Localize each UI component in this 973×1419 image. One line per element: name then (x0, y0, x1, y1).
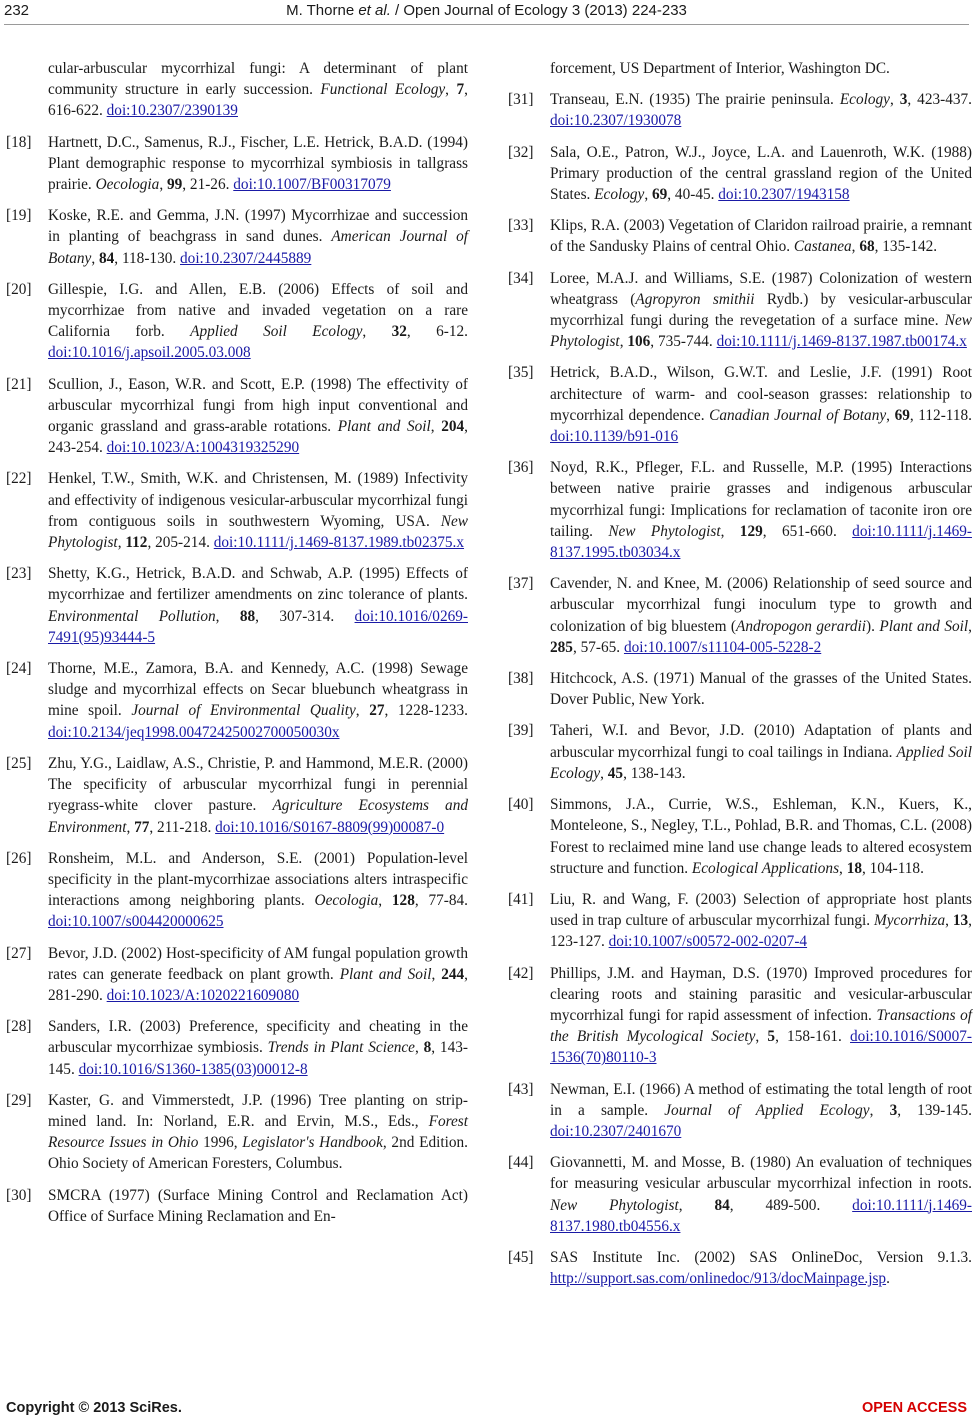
reference-authors-title: forcement, US Department of Interior, Washington DC. (550, 60, 890, 77)
reference-number: [34] (508, 269, 534, 287)
reference-authors-title: Hartnett, D.C., Samenus, R.J., Fischer, L.E. Hetrick, B.A.D. (1994) Plant demographic response to mycorrhizal symbiosis in tallgrass prairie. (48, 133, 468, 194)
reference-entry (508, 1079, 972, 1143)
reference-number: [40] (508, 796, 534, 814)
reference-volume: 88 (239, 607, 256, 625)
reference-entry (508, 362, 972, 447)
reference-doi-link[interactable]: doi:10.1111/j.1469-8137.1995.tb03034.x (550, 522, 972, 562)
reference-volume: 99 (166, 176, 183, 194)
reference-authors-title: Gillespie, I.G. and Allen, E.B. (2006) Effects of soil and mycorrhizae from native and invaded vegetation on a rare California forb. (48, 280, 468, 341)
reference-volume: 68 (859, 238, 875, 256)
reference-entry (6, 1185, 468, 1227)
reference-journal: Forest Resource Issues in Ohio (48, 1112, 468, 1152)
reference-entry (6, 1090, 468, 1175)
reference-journal: New Phytologist (608, 522, 721, 540)
reference-separator: , (945, 912, 953, 930)
reference-number: [45] (508, 1248, 534, 1266)
reference-separator: , (886, 406, 895, 424)
reference-number: [26] (6, 849, 32, 867)
reference-entry (508, 215, 972, 257)
reference-number: [27] (6, 944, 32, 962)
reference-entry (508, 889, 972, 953)
reference-authors-title: SMCRA (1977) (Surface Mining Control and Reclamation Act) Office of Surface Mining Reclamation and En- (48, 1186, 468, 1225)
reference-tail: . (886, 1270, 890, 1288)
reference-doi-link[interactable]: doi:10.1007/s11104-005-5228-2 (623, 638, 822, 656)
reference-pages: , 616-622. (48, 81, 468, 120)
reference-separator: , (215, 607, 240, 625)
reference-journal: Applied Soil Ecology (190, 323, 363, 341)
reference-separator: , (851, 238, 860, 256)
reference-journal: Ecology (594, 186, 645, 204)
reference-entry (508, 963, 972, 1069)
footer-open-access: OPEN ACCESS (861, 1400, 967, 1416)
reference-entry (6, 1016, 468, 1080)
reference-entry (508, 268, 972, 353)
reference-number: [23] (6, 565, 32, 583)
running-head-et-al: et al. (358, 2, 391, 19)
reference-authors-title: Shetty, K.G., Hetrick, B.A.D. and Schwab, A.P. (1995) Effects of mycorrhizae and fertilizer amendments on zinc tolerance of plants. (48, 565, 468, 604)
reference-entry (508, 668, 972, 710)
reference-pages: , 57-65. (572, 638, 624, 656)
reference-journal: Ecological Applications (691, 859, 840, 877)
reference-pages: , 40-45. (667, 186, 719, 204)
reference-journal-secondary: New Phytologist (550, 312, 972, 351)
reference-volume: 27 (369, 702, 385, 720)
reference-separator: Rydb.) by vesicular-arbuscular mycorrhizal fungi during the revegetation of a surface mine. (550, 290, 972, 330)
reference-number: [43] (508, 1080, 534, 1098)
reference-authors-title: Giovannetti, M. and Mosse, B. (1980) An evaluation of techniques for measuring vesicular arbuscular mycorrhizal infection in roots. (550, 1154, 972, 1193)
reference-journal: New Phytologist (48, 512, 468, 552)
reference-number: [21] (6, 375, 32, 393)
reference-column-right (508, 58, 972, 1299)
reference-separator: , (414, 1039, 424, 1057)
reference-authors-title: Zhu, Y.G., Laidlaw, A.S., Christie, P. and Hammond, M.E.R. (2000) The specificity of arbuscular mycorrhizal fungi in perennial ryegrass-white clover pasture. (48, 754, 468, 815)
reference-authors-title: Sanders, I.R. (2003) Preference, specificity and cheating in the arbuscular mycorrhizae symbiosis. (48, 1018, 468, 1057)
reference-authors-title: Scullion, J., Eason, W.R. and Scott, E.P. (1998) The effectivity of arbuscular mycorrhizal fungi from high input conventional and organic grassland and grass-arable rotations. (48, 375, 468, 436)
reference-number: [33] (508, 217, 534, 235)
reference-journal: New Phytologist (550, 1196, 679, 1214)
reference-volume: 3 (899, 91, 908, 109)
reference-separator: , (431, 965, 442, 983)
reference-entry (6, 563, 468, 648)
reference-separator: , (430, 418, 442, 436)
reference-doi-link[interactable]: doi:10.1111/j.1469-8137.1987.tb00174.x (716, 333, 967, 351)
reference-entry (6, 132, 468, 196)
footer-copyright: Copyright © 2013 SciRes. (6, 1400, 182, 1416)
reference-authors-title: Cavender, N. and Knee, M. (2006) Relationship of seed source and arbuscular mycorrhizal fungi inoculum type to growth and colonization of big bluestem ( (550, 575, 972, 635)
reference-volume: 84 (714, 1196, 730, 1214)
reference-separator: , (117, 534, 126, 552)
reference-doi-link[interactable]: doi:10.2307/2401670 (550, 1122, 682, 1140)
reference-authors-title: Bevor, J.D. (2002) Host-specificity of AM fungal population growth rates can generate feedback on plant growth. (48, 944, 468, 983)
reference-journal-secondary: Legislator's Handbook (242, 1134, 383, 1152)
reference-number: [37] (508, 575, 534, 593)
reference-number: [18] (6, 133, 32, 151)
reference-journal: Functional Ecology (320, 81, 446, 99)
reference-pages: , 211-218. (149, 818, 216, 836)
reference-number: [29] (6, 1091, 32, 1109)
reference-authors-title: Transeau, E.N. (1935) The prairie peninsula. (550, 91, 840, 109)
reference-separator: , (159, 176, 167, 194)
reference-pages: , 139-145. (897, 1101, 972, 1119)
reference-volume: 285 (550, 638, 573, 656)
reference-number: [38] (508, 670, 534, 688)
reference-journal: Applied Soil Ecology (550, 743, 973, 782)
reference-entry (6, 658, 468, 743)
running-head-authors: M. Thorne (286, 2, 359, 19)
reference-volume: 13 (952, 912, 969, 930)
reference-number: [39] (508, 722, 534, 740)
reference-separator: , (889, 91, 900, 109)
reference-pages: , 123-127. (550, 912, 972, 951)
reference-pages: , 6-12. (406, 323, 468, 341)
reference-number: [20] (6, 280, 32, 298)
reference-separator: , (362, 323, 392, 341)
reference-journal: Environmental Pollution (48, 607, 216, 625)
reference-number: [25] (6, 754, 32, 772)
reference-pages: , 21-26. (182, 176, 234, 194)
reference-authors-title: Kaster, G. and Vimmerstedt, J.P. (1996) Tree planting on strip-mined land. In: Norland, E.R. and Ervin, M.S., Eds., (48, 1091, 468, 1130)
reference-pages: , 158-161. (775, 1028, 851, 1046)
reference-entry (508, 720, 972, 784)
reference-journal-secondary: Plant and Soil (879, 617, 969, 635)
reference-journal: Trends in Plant Science (267, 1039, 415, 1057)
reference-pages: , 281-290. (48, 965, 468, 1004)
reference-doi-link[interactable]: doi:10.1016/S0167-8809(99)00087-0 (215, 818, 445, 836)
reference-entry (6, 468, 468, 553)
reference-number: [30] (6, 1186, 32, 1204)
reference-entry (508, 1247, 972, 1289)
reference-volume: 8 (423, 1039, 432, 1057)
reference-doi-link[interactable]: doi:10.1007/BF00317079 (233, 176, 391, 194)
reference-number: [24] (6, 660, 32, 678)
reference-number: [41] (508, 890, 534, 908)
reference-entry (508, 794, 972, 879)
reference-authors-title: Ronsheim, M.L. and Anderson, S.E. (2001) Population-level specificity in the plant-mycorrhizae associations alters intraspecific interactions among neighboring plants. (48, 849, 468, 910)
reference-entry (6, 374, 468, 459)
reference-journal: Andropogon gerardii (736, 617, 866, 635)
header-rule (4, 24, 969, 25)
reference-pages: , 118-130. (114, 249, 181, 267)
reference-doi-link[interactable]: doi:10.1111/j.1469-8137.1980.tb04556.x (550, 1196, 972, 1235)
reference-doi-link[interactable]: doi:10.1016/S1360-1385(03)00012-8 (78, 1060, 308, 1078)
reference-authors-title: Sala, O.E., Patron, W.J., Joyce, L.A. and Lauenroth, W.K. (1988) Primary production of the central grassland region of the United States. (550, 143, 972, 204)
reference-number: [42] (508, 964, 534, 982)
reference-entry (508, 1152, 972, 1237)
reference-number: [36] (508, 459, 534, 477)
reference-pages: , 112-118. (909, 406, 972, 424)
reference-volume: 3 (889, 1101, 898, 1119)
reference-journal: Oecologia (314, 892, 379, 910)
reference-journal: Transactions of the British Mycological Society (550, 1006, 973, 1046)
reference-doi-link[interactable]: doi:10.1007/s00572-002-0207-4 (608, 933, 808, 951)
reference-doi-link[interactable]: doi:10.2307/2390139 (106, 102, 238, 120)
reference-pages: , 243-254. (48, 418, 468, 457)
reference-journal: Agropyron smithii (635, 290, 755, 308)
reference-journal: Mycorrhiza (874, 912, 946, 930)
reference-separator: , (869, 1101, 890, 1119)
reference-pages: , 143-145. (48, 1039, 468, 1078)
reference-doi-link[interactable]: doi:10.2307/1930078 (550, 112, 682, 130)
running-head (0, 2, 973, 19)
reference-journal: Journal of Environmental Quality (131, 702, 356, 720)
reference-pages: , 205-214. (147, 534, 214, 552)
reference-journal: Oecologia (95, 176, 160, 194)
reference-entry (508, 142, 972, 206)
reference-journal: Agriculture Ecosystems and Environment (48, 797, 468, 836)
reference-pages: , 77-84. (414, 892, 468, 910)
reference-entry (508, 89, 972, 131)
reference-separator: , (720, 522, 740, 540)
reference-journal: Canadian Journal of Botany (709, 406, 887, 424)
reference-separator: 1996, (198, 1134, 243, 1152)
reference-volume: 106 (627, 333, 651, 351)
reference-journal: Plant and Soil (339, 965, 432, 983)
reference-volume: 7 (456, 81, 465, 99)
reference-separator: , (619, 333, 628, 351)
reference-journal: Journal of Applied Ecology (664, 1101, 870, 1119)
reference-volume: 112 (125, 534, 148, 552)
reference-pages: , 104-118. (862, 859, 924, 877)
reference-separator: , (91, 249, 99, 267)
reference-entry (6, 205, 468, 269)
reference-volume: 128 (391, 892, 415, 910)
reference-authors-title: Newman, E.I. (1966) A method of estimating the total length of root in a sample. (550, 1080, 972, 1119)
reference-pages: , 1228-1233. (384, 702, 468, 720)
reference-entry (508, 58, 972, 79)
reference-authors-title: cular-arbuscular mycorrhizal fungi: A determinant of plant community structure in early succession. (48, 60, 468, 99)
reference-doi-link[interactable]: doi:10.1016/0269-7491(95)93444-5 (48, 607, 468, 646)
reference-volume: 244 (441, 965, 465, 983)
reference-authors-title: Simmons, J.A., Currie, W.S., Eshleman, K.N., Kuers, K., Monteleone, S., Negley, T.L., Pohlad, B.R. and Thomas, C.L. (2008) Forest to reclaimed mine land use change leads to altered ecosystem structure and function. (550, 796, 972, 877)
reference-volume: 32 (391, 323, 407, 341)
reference-volume: 69 (894, 406, 910, 424)
reference-separator: , (755, 1028, 768, 1046)
reference-volume: 69 (651, 186, 668, 204)
reference-authors-title: Koske, R.E. and Gemma, J.N. (1997) Mycorrhizae and succession in planting of beachgrass in sand dunes. (48, 207, 468, 246)
reference-pages: , 735-744. (650, 333, 717, 351)
reference-number: [44] (508, 1154, 534, 1172)
reference-number: [28] (6, 1018, 32, 1036)
reference-entry (6, 279, 468, 364)
reference-pages: , 138-143. (623, 764, 686, 782)
reference-authors-title: Phillips, J.M. and Hayman, D.S. (1970) Improved procedures for clearing roots and staining parasitic and vesicular-arbuscular mycorrhizal fungi for rapid assessment of infection. (550, 964, 972, 1024)
reference-separator: , (839, 859, 847, 877)
running-head-journal: / Open Journal of Ecology 3 (2013) 224-233 (390, 2, 687, 19)
reference-journal: American Journal of Botany (48, 228, 468, 267)
reference-entry (6, 58, 468, 122)
reference-doi-link[interactable]: http://support.sas.com/onlinedoc/913/docMainpage.jsp (550, 1270, 887, 1288)
reference-number: [19] (6, 207, 32, 225)
reference-authors-title: Liu, R. and Wang, F. (2003) Selection of appropriate host plants used in trap culture of arbuscular mycorrhizal fungi. (550, 890, 972, 930)
reference-pages: , 423-437. (907, 91, 972, 109)
reference-authors-title: SAS Institute Inc. (2002) SAS OnlineDoc, Version 9.1.3. (550, 1248, 972, 1266)
reference-number: [31] (508, 91, 534, 109)
reference-doi-link[interactable]: doi:10.1016/S0007-1536(70)80110-3 (550, 1028, 972, 1067)
reference-separator: , (600, 764, 608, 782)
reference-doi-link[interactable]: doi:10.1023/A:1004319325290 (106, 439, 300, 457)
reference-journal: Plant and Soil (337, 418, 431, 436)
reference-entry (508, 457, 972, 563)
reference-doi-link[interactable]: doi:10.2307/1943158 (718, 186, 850, 204)
reference-entry (6, 753, 468, 838)
reference-entry (6, 848, 468, 933)
reference-separator: , (644, 186, 652, 204)
reference-separator: , (126, 818, 135, 836)
reference-entry (508, 573, 972, 658)
reference-authors-title: Thorne, M.E., Zamora, B.A. and Kennedy, A.C. (1998) Sewage sludge and mycorrhizal effects on Secar bluebunch wheatgrass in mine spoil. (48, 660, 468, 720)
reference-pages: , 307-314. (255, 607, 355, 625)
reference-separator: , (445, 81, 457, 99)
reference-journal: Castanea (793, 238, 852, 256)
reference-separator: , (678, 1196, 715, 1214)
reference-doi-link[interactable]: doi:10.2307/2445889 (180, 249, 312, 267)
reference-authors-title: Klips, R.A. (2003) Vegetation of Claridon railroad prairie, a remnant of the Sandusky Plains of central Ohio. (550, 217, 972, 256)
reference-volume: 84 (99, 249, 115, 267)
reference-pages: , 651-660. (762, 522, 853, 540)
page-number: 232 (4, 2, 30, 19)
reference-number: [35] (508, 364, 534, 382)
reference-separator: , (968, 617, 972, 635)
reference-authors-title: Taheri, W.I. and Bevor, J.D. (2010) Adaptation of plants and arbuscular mycorrhizal fungi to coal tailings in Indiana. (550, 722, 972, 761)
reference-doi-link[interactable]: doi:10.1139/b91-016 (550, 428, 679, 446)
reference-volume: 5 (767, 1028, 776, 1046)
reference-number: [22] (6, 470, 32, 488)
reference-authors-title: Noyd, R.K., Pfleger, F.L. and Russelle, M.P. (1995) Interactions between native prairie grasses and indigenous arbuscular mycorrhizal fungi: Implications for reclamation of taconite iron ore tailing. (550, 459, 972, 540)
reference-volume: 77 (134, 818, 150, 836)
reference-journal: Ecology (839, 91, 890, 109)
reference-column-left (6, 58, 468, 1237)
reference-pages: , 489-500. (729, 1196, 853, 1214)
reference-doi-link[interactable]: doi:10.1016/j.apsoil.2005.03.008 (48, 344, 251, 362)
reference-entry (6, 943, 468, 1007)
reference-authors-title: Henkel, T.W., Smith, W.K. and Christensen, M. (1989) Infectivity and effectivity of indigenous vesicular-arbuscular mycorrhizal fungi from contiguous soils in southwestern Wyoming, USA. (48, 470, 468, 530)
reference-tail: , 2nd Edition. Ohio Society of American Foresters, Columbus. (48, 1134, 468, 1173)
reference-separator: , (378, 892, 392, 910)
reference-volume: 45 (607, 764, 624, 782)
reference-doi-link[interactable]: doi:10.1111/j.1469-8137.1989.tb02375.x (213, 534, 465, 552)
reference-volume: 204 (441, 418, 465, 436)
reference-doi-link[interactable]: doi:10.2134/jeq1998.00472425002700050030x (48, 723, 340, 741)
reference-volume: 18 (846, 859, 862, 877)
reference-authors-title: Hitchcock, A.S. (1971) Manual of the grasses of the United States. Dover Public, New York. (550, 670, 972, 709)
reference-volume: 129 (739, 522, 763, 540)
reference-separator: ). (865, 617, 880, 635)
reference-authors-title: Loree, M.A.J. and Williams, S.E. (1987) Colonization of western wheatgrass ( (550, 269, 972, 308)
reference-number: [32] (508, 143, 534, 161)
reference-doi-link[interactable]: doi:10.1007/s004420000625 (48, 913, 224, 931)
reference-doi-link[interactable]: doi:10.1023/A:1020221609080 (106, 986, 300, 1004)
reference-authors-title: Hetrick, B.A.D., Wilson, G.W.T. and Leslie, J.F. (1991) Root architecture of warm- and cool-season grasses: relationship to mycorrhizal dependence. (550, 364, 972, 424)
reference-separator: , (355, 702, 370, 720)
reference-pages: , 135-142. (874, 238, 938, 256)
